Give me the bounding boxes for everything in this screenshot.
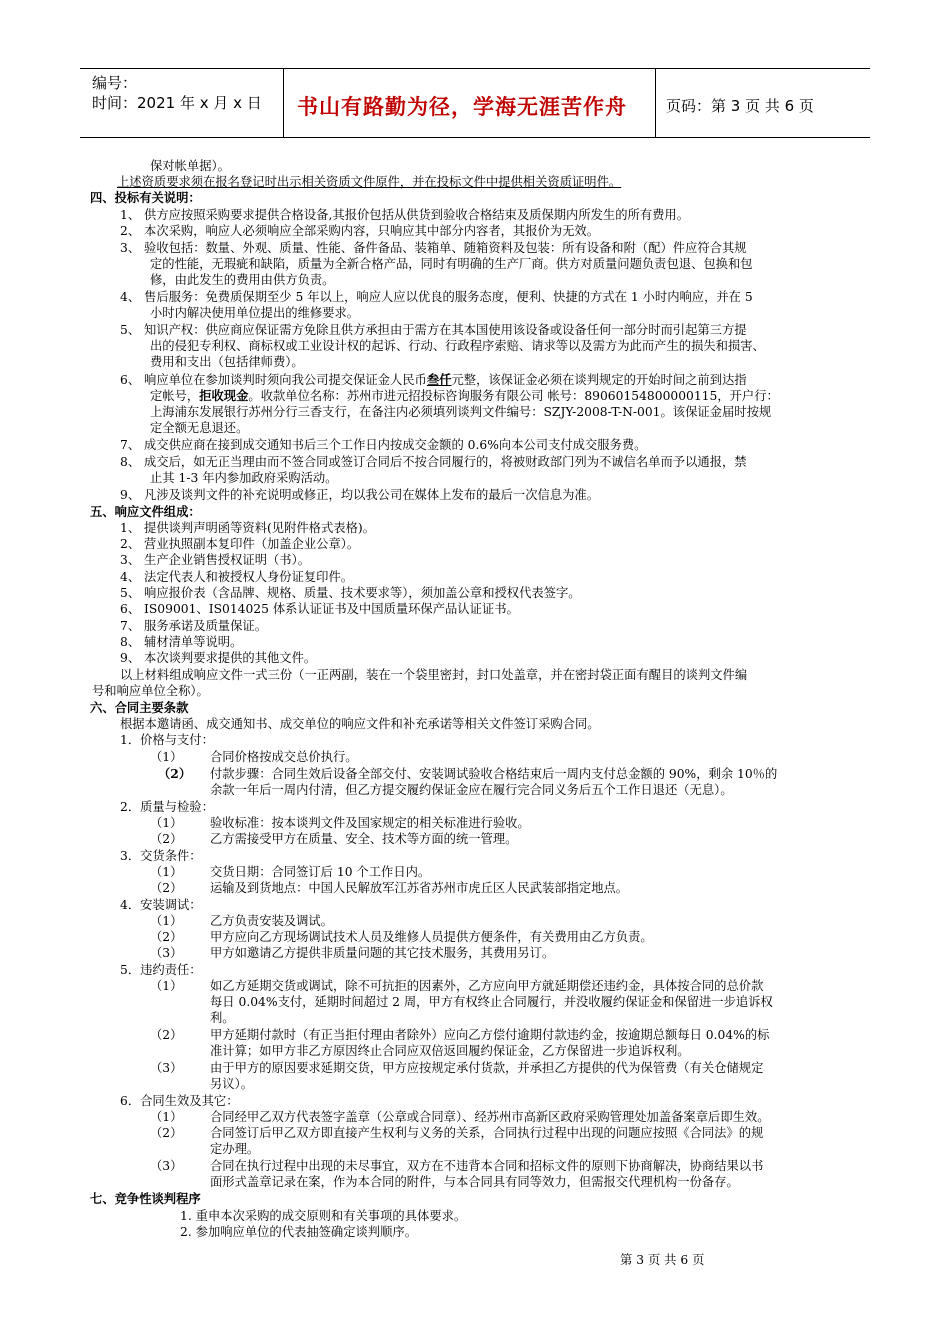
section-heading: 六、合同主要条款 [90, 700, 189, 715]
clause-item: 由于甲方的原因要求延期交货，甲方应按规定承付货款，并承担乙方提供的代为保管费（有关仓储规定 [210, 1061, 764, 1075]
clause-item: 甲方应向乙方现场调试技术人员及维修人员提供方便条件，有关费用由乙方负责。 [210, 930, 653, 944]
clause-number: （2） [150, 832, 183, 846]
clause-item: 验收标准：按本谈判文件及国家规定的相关标准进行验收。 [210, 816, 530, 830]
text-line: 上述资质要求须在报名登记时出示相关资质文件原件，并在投标文件中提供相关资质证明件。 [117, 175, 622, 189]
text-span: 元整，该保证金必须在谈判规定的开始时间之前到达指 [451, 373, 747, 387]
no-cash-notice: 拒收现金 [199, 388, 249, 403]
list-item-cont: 小时内解决使用单位提出的维修要求。 [150, 306, 360, 320]
clause-number: （1） [150, 979, 183, 993]
clause-number: （2） [150, 1126, 183, 1140]
clause-heading: 6．合同生效及其它： [120, 1094, 239, 1108]
text-line: 以上材料组成响应文件一式三份（一正两副，装在一个袋里密封，封口处盖章，并在密封袋正面有醒目的谈判文件编 [120, 668, 748, 682]
list-item: 2、 营业执照副本复印件（加盖企业公章）。 [120, 537, 360, 551]
list-item-cont: 定全额无息退还。 [150, 421, 249, 435]
list-item-cont [150, 388, 779, 404]
clause-item: 运输及到货地点：中国人民解放军江苏省苏州市虎丘区人民武装部指定地点。 [210, 881, 629, 895]
clause-item: 付款步骤：合同生效后设备全部交付、安装调试验收合格结束后一周内支付总金额的 90%，剩余 10％的 [210, 767, 778, 781]
clause-number: （1） [150, 1110, 183, 1124]
list-item: 3、 验收包括：数量、外观、质量、性能、备件备品、装箱单、随箱资料及包装：所有设备和附（配）件应符合其规 [120, 241, 747, 255]
clause-number: （3） [150, 1159, 183, 1173]
text-span: 定帐号， [150, 389, 200, 403]
list-item [120, 372, 747, 388]
text-span: 。收款单位名称：苏州市进元招投标咨询服务有限公司 帐号：89060154800000115，开户行： [248, 389, 779, 403]
list-item: 9、 本次谈判要求提供的其他文件。 [120, 651, 317, 665]
header-divider-left [283, 68, 284, 138]
list-item-cont: 修，由此发生的费用由供方负责。 [150, 273, 335, 287]
clause-item: 甲方如邀请乙方提供非质量问题的其它技术服务，其费用另订。 [210, 946, 555, 960]
list-item: 1、 供方应按照采购要求提供合格设备,其报价包括从供货到验收合格结束及质保期内所发生的所有费用。 [120, 208, 690, 222]
text-line: 根据本邀请函、成交通知书、成交单位的响应文件和补充承诺等相关文件签订采购合同。 [120, 717, 600, 731]
list-item: 4、 法定代表人和被授权人身份证复印件。 [120, 570, 354, 584]
clause-item-cont: 另议）。 [210, 1077, 254, 1091]
clause-item-cont: 余款一年后一周内付清，但乙方提交履约保证金应在履行完合同义务后五个工作日退还（无息）。 [210, 783, 733, 797]
clause-number: （2） [150, 881, 183, 895]
clause-item: 乙方负责安装及调试。 [210, 914, 333, 928]
clause-number: （3） [150, 946, 183, 960]
deposit-amount: 叁仟 [426, 372, 452, 387]
list-item: 2、 本次采购，响应人必须响应全部采购内容，只响应其中部分内容者，其报价为无效。 [120, 224, 600, 238]
list-item-cont: 上海浦东发展银行苏州分行三香支行，在备注内必须填列谈判文件编号：SZJY-2008-T-N-001。该保证金届时按规 [150, 405, 772, 419]
clause-heading: 4．安装调试： [120, 898, 202, 912]
list-item: 7、 成交供应商在接到成交通知书后三个工作日内按成交金额的 0.6%向本公司支付成交服务费。 [120, 438, 647, 452]
list-item-cont: 出的侵犯专利权、商标权或工业设计权的起诉、行动、行政程序索赔、请求等以及需方为此而产生的损失和损害、 [150, 339, 765, 353]
clause-item-cont: 准计算；如甲方非乙方原因终止合同应双倍返回履约保证金，乙方保留进一步追诉权利。 [210, 1044, 690, 1058]
clause-item: 甲方延期付款时（有正当拒付理由者除外）应向乙方偿付逾期付款违约金，按逾期总额每日 0.04%的标 [210, 1028, 770, 1042]
clause-number: （1） [150, 816, 183, 830]
list-item: 2. 参加响应单位的代表抽签确定谈判顺序。 [180, 1225, 417, 1239]
list-item: 5、 知识产权：供应商应保证需方免除且供方承担由于需方在其本国使用该设备或设备任何一部分时而引起第三方提 [120, 323, 747, 337]
clause-heading: 2．质量与检验： [120, 800, 214, 814]
clause-number: （1） [150, 865, 183, 879]
clause-item-cont: 每日 0.04%支付，延期时间超过 2 周，甲方有权终止合同履行，并没收履约保证金和保留进一步追诉权 [210, 995, 773, 1009]
list-item: 6、 IS09001、IS014025 体系认证证书及中国质量环保产品认证证书。 [120, 602, 519, 616]
clause-number: （1） [150, 914, 183, 928]
clause-item-cont: 利。 [210, 1011, 235, 1025]
text-line: 保对帐单据）。 [150, 159, 230, 173]
list-item: 8、 辅材清单等说明。 [120, 635, 243, 649]
text-span: 6、 响应单位在参加谈判时须向我公司提交保证金人民币 [120, 373, 427, 387]
serial-label: 编号： [92, 74, 138, 92]
clause-item: 交货日期：合同签订后 10 个工作日内。 [210, 865, 431, 879]
list-item-cont: 费用和支出（包括律师费）。 [150, 355, 304, 369]
clause-number: （2） [158, 766, 192, 781]
page-label: 页码：第 3 页 共 6 页 [666, 97, 814, 115]
section-heading: 七、竞争性谈判程序 [90, 1191, 201, 1206]
list-item-cont: 止其 1-3 年内参加政府采购活动。 [150, 471, 338, 485]
date-label: 时间：2021 年 x 月 x 日 [92, 94, 262, 112]
header-top-rule [80, 68, 870, 69]
clause-heading: 5．违约责任： [120, 963, 202, 977]
clause-item: 合同签订后甲乙双方即直接产生权利与义务的关系，合同执行过程中出现的问题应按照《合同法》的规 [210, 1126, 764, 1140]
footer-page-number: 第 3 页 共 6 页 [620, 1253, 705, 1267]
list-item: 1. 重申本次采购的成交原则和有关事项的具体要求。 [180, 1209, 467, 1223]
clause-number: （1） [150, 750, 183, 764]
list-item: 4、 售后服务：免费质保期至少 5 年以上，响应人应以优良的服务态度，便利、快捷的方式在 1 小时内响应，并在 5 [120, 290, 753, 304]
section-heading: 四、投标有关说明： [90, 190, 201, 205]
header-divider-right [655, 68, 656, 138]
clause-item: 合同在执行过程中出现的未尽事宜，双方在不违背本合同和招标文件的原则下协商解决，协商结果以书 [210, 1159, 764, 1173]
text-line: 号和响应单位全称）。 [92, 684, 209, 698]
slogan: 书山有路勤为径，学海无涯苦作舟 [297, 95, 627, 119]
clause-number: （3） [150, 1061, 183, 1075]
clause-heading: 1．价格与支付： [120, 733, 214, 747]
clause-item-cont: 面形式盖章记录在案，作为本合同的附件，与本合同具有同等效力，但需报交代理机构一份备存。 [210, 1175, 739, 1189]
list-item-cont: 定的性能，无瑕疵和缺陷，质量为全新合格产品，同时有明确的生产厂商。供方对质量问题负责包退、包换和包 [150, 257, 753, 271]
clause-heading: 3．交货条件： [120, 849, 202, 863]
list-item: 9、 凡涉及谈判文件的补充说明或修正，均以我公司在媒体上发布的最后一次信息为准。 [120, 488, 600, 502]
clause-item: 合同价格按成交总价执行。 [210, 750, 358, 764]
clause-item: 如乙方延期交货或调试，除不可抗拒的因素外，乙方应向甲方就延期偿还违约金，具体按合同的总价款 [210, 979, 764, 993]
clause-item: 乙方需接受甲方在质量、安全、技术等方面的统一管理。 [210, 832, 518, 846]
list-item: 1、 提供谈判声明函等资料(见附件格式表格)。 [120, 521, 375, 535]
list-item: 3、 生产企业销售授权证明（书）。 [120, 553, 311, 567]
clause-number: （2） [150, 930, 183, 944]
list-item: 7、 服务承诺及质量保证。 [120, 619, 267, 633]
section-heading: 五、响应文件组成： [90, 504, 201, 519]
clause-number: （2） [150, 1028, 183, 1042]
clause-item: 合同经甲乙双方代表签字盖章（公章或合同章）、经苏州市高新区政府采购管理处加盖备案章后即生效。 [210, 1110, 770, 1124]
clause-item-cont: 定办理。 [210, 1142, 260, 1156]
header-bottom-rule [80, 137, 870, 138]
list-item: 8、 成交后，如无正当理由而不签合同或签订合同后不按合同履行的，将被财政部门列为不诚信名单而予以通报，禁 [120, 455, 747, 469]
list-item: 5、 响应报价表（含品牌、规格、质量、技术要求等），须加盖公章和授权代表签字。 [120, 586, 581, 600]
